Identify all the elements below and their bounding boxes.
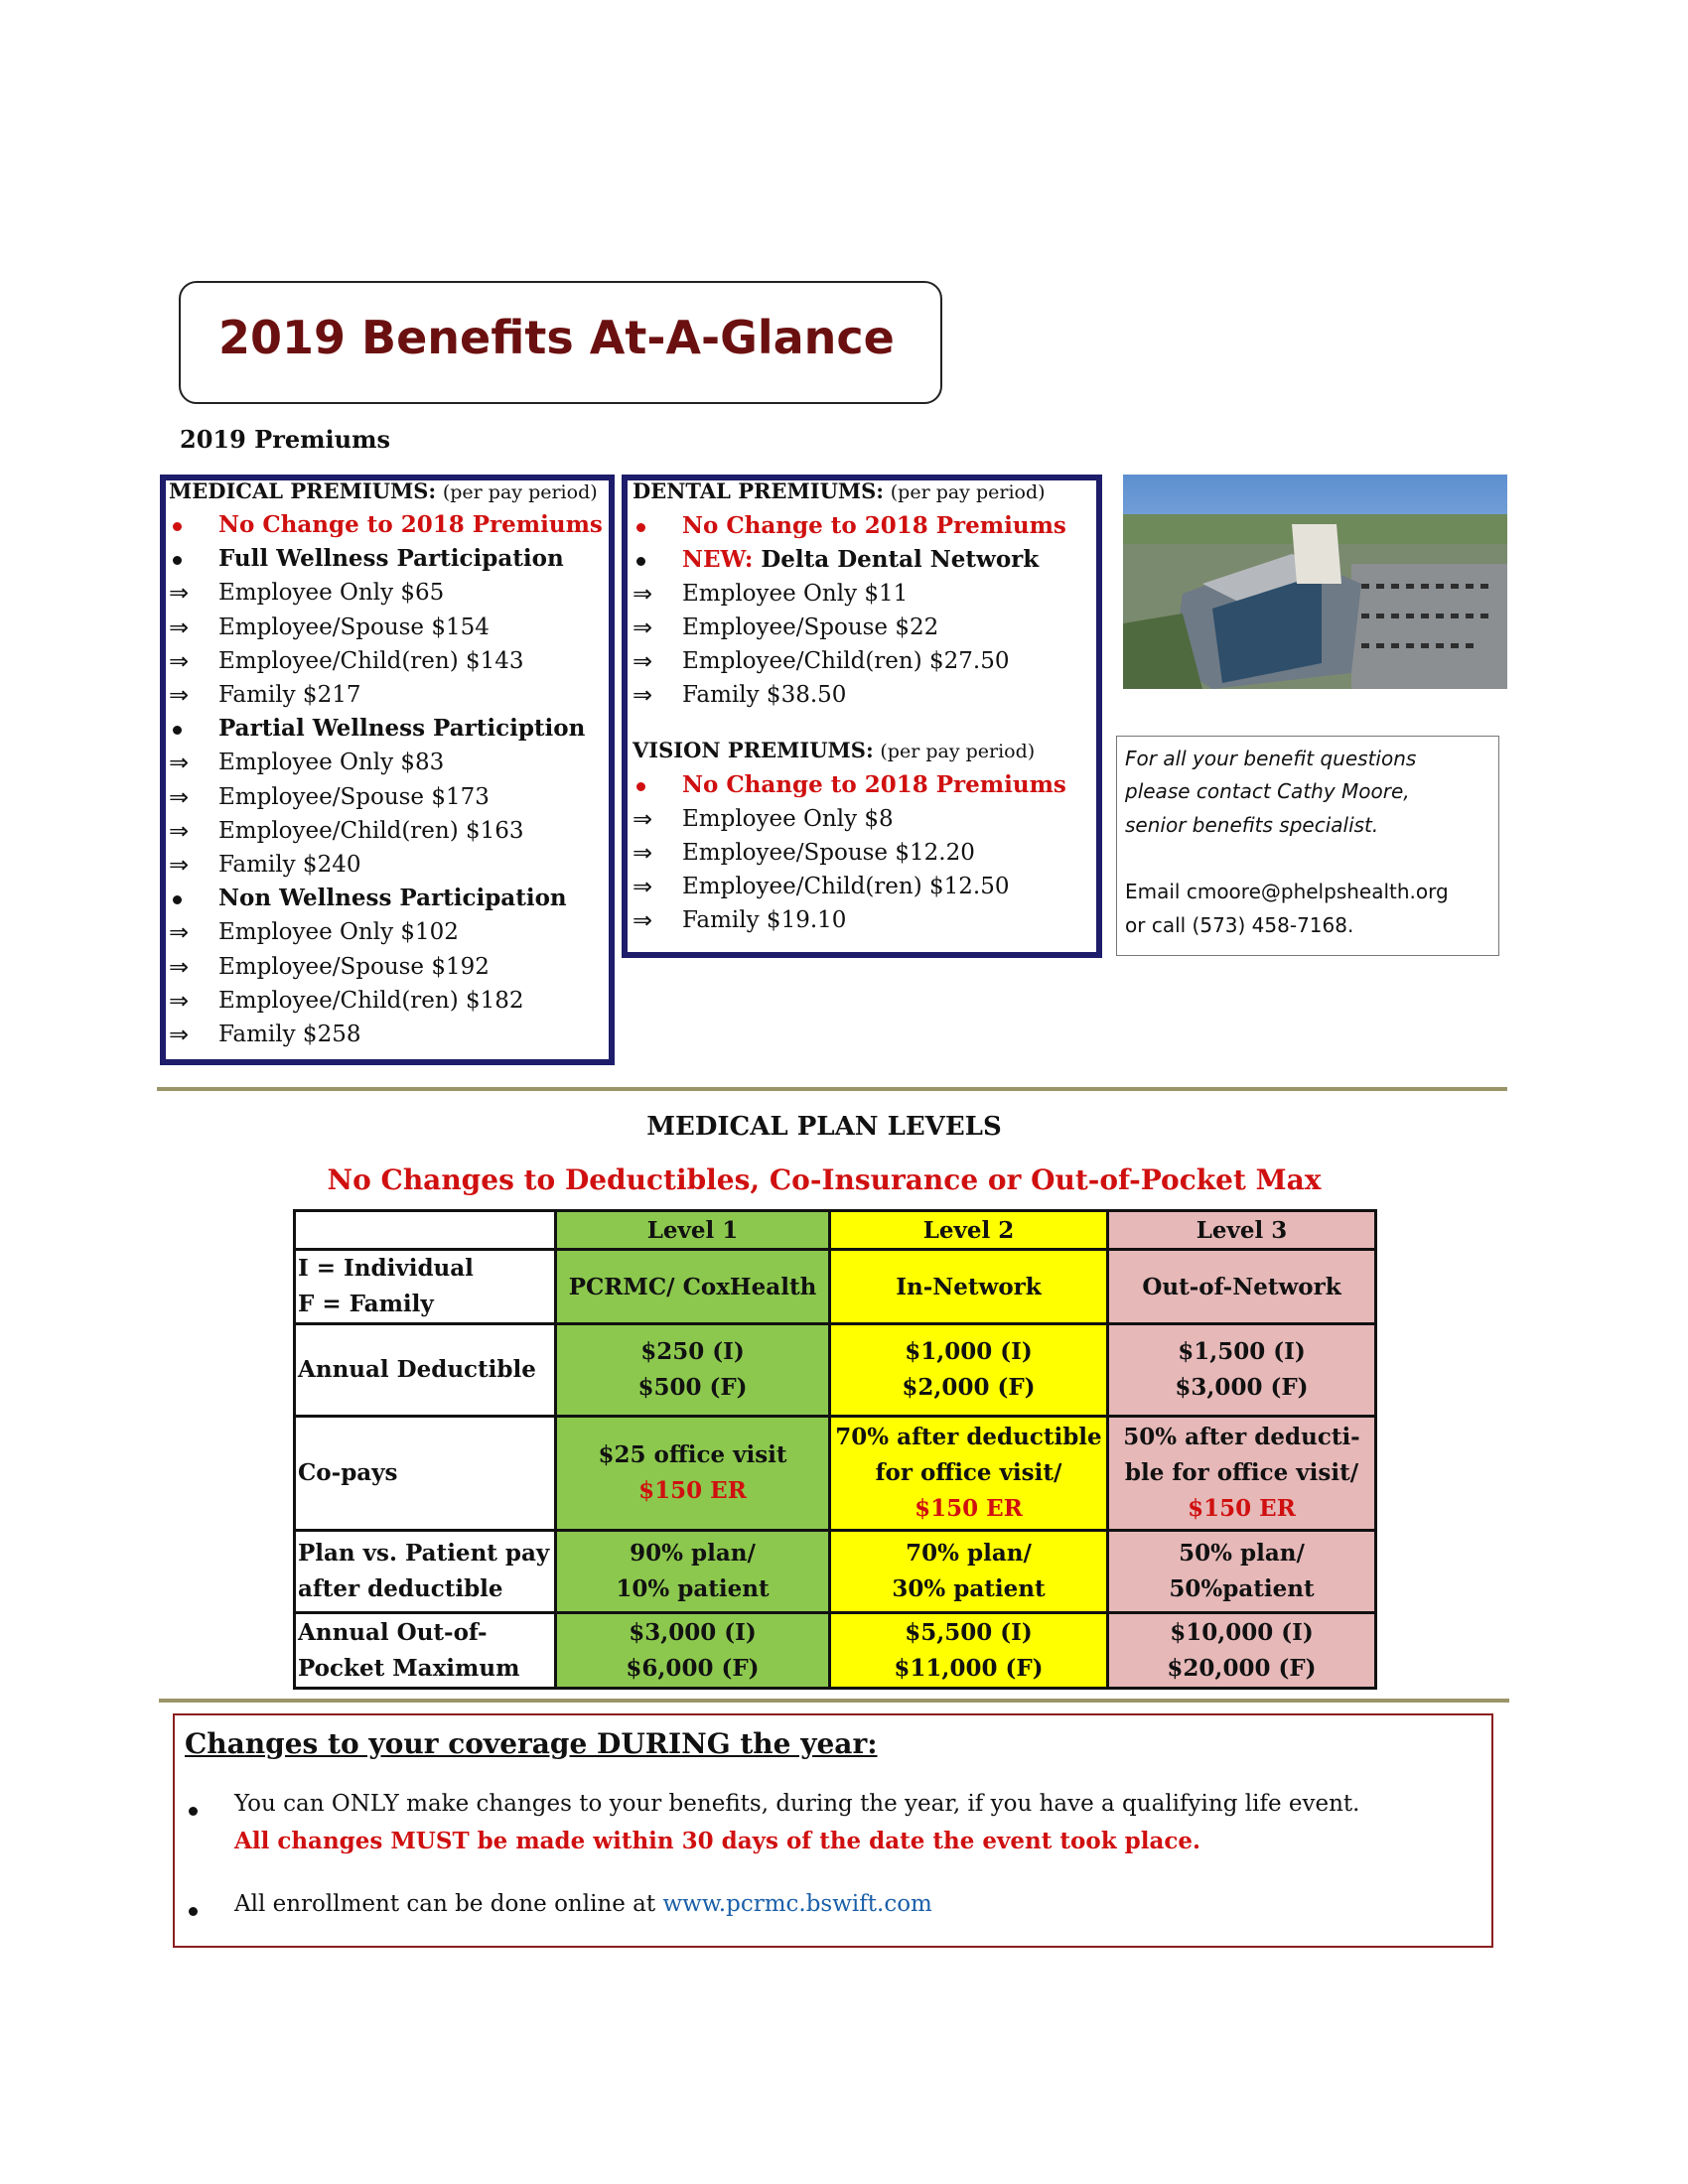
dental-new-text: Delta Dental Network [761, 546, 1040, 573]
list-item-text: Employee/Spouse $22 [682, 614, 939, 640]
list-item-text: Employee/Spouse $192 [218, 953, 490, 980]
oop-l3-ind: $10,000 (I) [1170, 1618, 1314, 1646]
list-item-text: Family $38.50 [682, 682, 847, 708]
list-item-text: Non Wellness Participation [218, 885, 567, 912]
section-divider [157, 1087, 1507, 1091]
arrow-icon: ⇒ [169, 782, 190, 811]
list-item-text: No Change to 2018 Premiums [218, 511, 603, 538]
changes-bullet-1-warning: All changes MUST be made within 30 days of the date the event took place. [234, 1828, 1201, 1854]
bullet-icon [636, 557, 645, 566]
list-item-text: Family $258 [218, 1022, 361, 1047]
hospital-building-photo [1123, 475, 1507, 689]
copays-l1-er: $150 ER [638, 1477, 747, 1504]
bullet-icon [173, 726, 182, 735]
list-item-text: Employee/Child(ren) $143 [218, 647, 524, 674]
copays-l2-er: $150 ER [914, 1495, 1023, 1522]
contact-phone: or call (573) 458-7168. [1125, 913, 1354, 937]
coinsurance-l2 [830, 1531, 1108, 1613]
coverage-changes-heading: Changes to your coverage DURING the year: [185, 1727, 878, 1760]
copays-l2-line2: for office visit/ [875, 1459, 1062, 1486]
arrow-icon: ⇒ [633, 580, 653, 608]
copays-l2 [830, 1417, 1108, 1531]
copays-l3-line1: 50% after deducti- [1123, 1424, 1360, 1450]
coinsurance-label-2: after deductible [298, 1575, 503, 1602]
list-item-text: Employee/Spouse $12.20 [682, 840, 975, 866]
legend-cell [295, 1250, 556, 1324]
copays-l3 [1108, 1417, 1376, 1531]
dental-heading [633, 478, 1046, 503]
network-l2: In-Network [830, 1250, 1108, 1324]
coinsurance-l3-plan: 50% plan/ [1179, 1540, 1305, 1567]
changes-bullet-2-text: All enrollment can be done online at [234, 1891, 663, 1917]
arrow-icon: ⇒ [169, 579, 190, 608]
coinsurance-label-1: Plan vs. Patient pay [298, 1540, 550, 1567]
deductible-l3-ind: $1,500 (I) [1178, 1338, 1306, 1365]
plan-levels-subtitle: No Changes to Deductibles, Co-Insurance or Out-of-Pocket Max [327, 1163, 1322, 1196]
copays-l3-line2: ble for office visit/ [1124, 1459, 1359, 1486]
medical-period: (per pay period) [442, 481, 598, 503]
vision-period: (per pay period) [880, 741, 1036, 762]
list-item-text: Employee Only $83 [218, 750, 445, 776]
copays-label: Co-pays [295, 1417, 556, 1531]
coinsurance-l2-plan: 70% plan/ [906, 1540, 1032, 1567]
bullet-icon [173, 556, 182, 565]
oop-l2 [830, 1613, 1108, 1689]
contact-line-3: senior benefits specialist. [1125, 813, 1379, 837]
deductible-l1 [556, 1324, 830, 1417]
deductible-l1-fam: $500 (F) [637, 1374, 748, 1401]
dental-no-change-text: No Change to 2018 Premiums [682, 512, 1066, 539]
oop-l3-fam: $20,000 (F) [1167, 1654, 1317, 1682]
level-1-header: Level 1 [556, 1211, 830, 1250]
enrollment-link[interactable]: www.pcrmc.bswift.com [662, 1891, 932, 1917]
oop-label [295, 1613, 556, 1689]
dental-heading-label: DENTAL PREMIUMS: [633, 478, 885, 503]
deductible-label: Annual Deductible [295, 1324, 556, 1417]
table-row [295, 1250, 1376, 1324]
list-item-text: Family $217 [218, 682, 361, 708]
oop-l3 [1108, 1613, 1376, 1689]
arrow-icon: ⇒ [169, 918, 190, 947]
arrow-icon: ⇒ [633, 873, 653, 900]
list-item-text: Employee/Child(ren) $163 [218, 817, 524, 844]
vision-no-change-text: No Change to 2018 Premiums [682, 771, 1066, 798]
arrow-icon: ⇒ [169, 646, 190, 675]
list-item-text: Employee Only $102 [218, 919, 459, 946]
bullet-icon [185, 1797, 198, 1823]
changes-bullet-2 [234, 1891, 932, 1917]
contact-line-1: For all your benefit questions [1125, 747, 1417, 770]
list-item-text: Partial Wellness Particiption [218, 715, 586, 743]
list-item-text: Employee/Spouse $173 [218, 783, 490, 810]
changes-bullet-1: You can ONLY make changes to your benefits, during the year, if you have a qualifying life event. [234, 1791, 1360, 1817]
list-item-text: Employee/Child(ren) $182 [218, 987, 524, 1014]
copays-l2-line1: 70% after deductible [835, 1424, 1102, 1450]
coinsurance-label [295, 1531, 556, 1613]
list-item-text: Full Wellness Participation [218, 545, 564, 573]
vision-heading [633, 738, 1035, 762]
oop-l2-fam: $11,000 (F) [894, 1654, 1044, 1682]
bullet-icon [173, 522, 182, 531]
arrow-icon: ⇒ [169, 1021, 190, 1048]
oop-l1 [556, 1613, 830, 1689]
arrow-icon: ⇒ [169, 952, 190, 981]
table-corner [295, 1211, 556, 1250]
deductible-l3-fam: $3,000 (F) [1175, 1374, 1309, 1401]
oop-l2-ind: $5,500 (I) [905, 1618, 1033, 1646]
dental-new-label: NEW: [682, 546, 754, 573]
list-item-text: Employee Only $65 [218, 580, 445, 607]
arrow-icon: ⇒ [633, 681, 653, 709]
arrow-icon: ⇒ [169, 749, 190, 777]
list-item-text: Employee Only $8 [682, 806, 894, 832]
deductible-l1-ind: $250 (I) [640, 1338, 745, 1365]
coinsurance-l2-patient: 30% patient [892, 1575, 1046, 1602]
oop-label-1: Annual Out-of- [298, 1618, 488, 1646]
arrow-icon: ⇒ [169, 816, 190, 845]
coinsurance-l3 [1108, 1531, 1376, 1613]
legend-individual: I = Individual [298, 1255, 474, 1282]
bullet-icon [636, 782, 645, 791]
list-item-text: Employee/Child(ren) $27.50 [682, 648, 1010, 674]
table-row [295, 1613, 1376, 1689]
contact-line-2: please contact Cathy Moore, [1125, 779, 1410, 803]
arrow-icon: ⇒ [169, 613, 190, 641]
plan-levels-table [293, 1209, 1377, 1690]
deductible-l2-fam: $2,000 (F) [902, 1374, 1036, 1401]
network-l1: PCRMC/ CoxHealth [556, 1250, 830, 1324]
contact-email[interactable]: Email cmoore@phelpshealth.org [1125, 880, 1449, 903]
list-item-text: Employee/Child(ren) $12.50 [682, 874, 1010, 899]
medical-heading-label: MEDICAL PREMIUMS: [169, 478, 437, 503]
section-divider [159, 1699, 1509, 1703]
level-2-header: Level 2 [830, 1211, 1108, 1250]
oop-l1-fam: $6,000 (F) [626, 1654, 760, 1682]
bullet-icon [636, 523, 645, 532]
copays-l1 [556, 1417, 830, 1531]
list-item-text: Employee/Spouse $154 [218, 614, 490, 640]
network-l3: Out-of-Network [1108, 1250, 1376, 1324]
coinsurance-l1-patient: 10% patient [616, 1575, 770, 1602]
deductible-l2 [830, 1324, 1108, 1417]
table-row [295, 1324, 1376, 1417]
table-row [295, 1531, 1376, 1613]
arrow-icon: ⇒ [633, 647, 653, 675]
arrow-icon: ⇒ [169, 851, 190, 879]
vision-heading-label: VISION PREMIUMS: [633, 738, 874, 762]
oop-label-2: Pocket Maximum [298, 1654, 520, 1682]
copays-l1-office: $25 office visit [598, 1441, 787, 1468]
bullet-icon [185, 1897, 198, 1923]
coinsurance-l3-patient: 50%patient [1169, 1575, 1315, 1602]
copays-l3-er: $150 ER [1188, 1495, 1296, 1522]
oop-l1-ind: $3,000 (I) [629, 1618, 757, 1646]
table-row [295, 1417, 1376, 1531]
page-title: 2019 Benefits At-A-Glance [218, 311, 895, 364]
deductible-l3 [1108, 1324, 1376, 1417]
list-item-text: Family $19.10 [682, 907, 847, 933]
coinsurance-l1-plan: 90% plan/ [630, 1540, 756, 1567]
deductible-l2-ind: $1,000 (I) [905, 1338, 1033, 1365]
arrow-icon: ⇒ [169, 681, 190, 709]
coinsurance-l1 [556, 1531, 830, 1613]
premiums-heading: 2019 Premiums [180, 425, 390, 454]
table-row [295, 1211, 1376, 1250]
arrow-icon: ⇒ [633, 839, 653, 867]
dental-period: (per pay period) [890, 481, 1046, 503]
level-3-header: Level 3 [1108, 1211, 1376, 1250]
arrow-icon: ⇒ [633, 614, 653, 641]
arrow-icon: ⇒ [633, 906, 653, 934]
bullet-icon [173, 895, 182, 904]
plan-levels-title: MEDICAL PLAN LEVELS [646, 1112, 1002, 1142]
medical-heading [169, 478, 598, 503]
arrow-icon: ⇒ [633, 805, 653, 833]
list-item-text: Family $240 [218, 852, 361, 878]
list-item-text: Employee Only $11 [682, 581, 909, 607]
legend-family: F = Family [298, 1291, 434, 1317]
arrow-icon: ⇒ [169, 986, 190, 1015]
